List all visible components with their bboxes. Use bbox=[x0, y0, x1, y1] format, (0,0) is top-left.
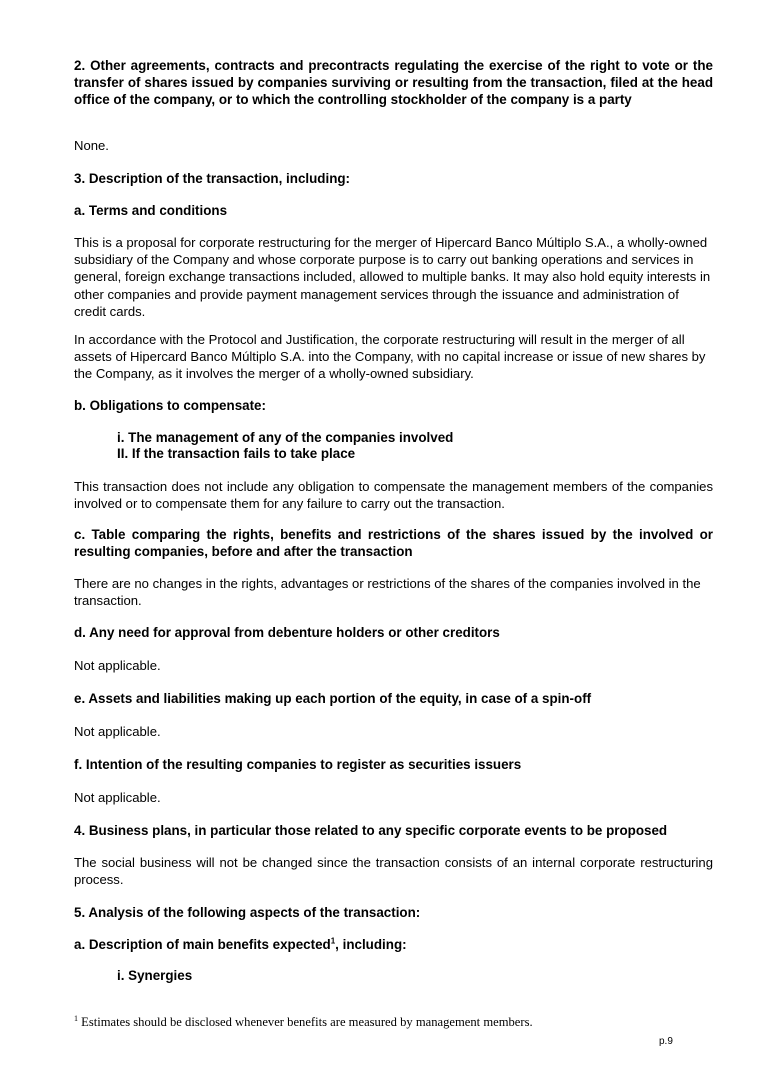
section-2-body: None. bbox=[74, 138, 109, 153]
section-2-heading: 2. Other agreements, contracts and precontracts regulating the exercise of the right to vote or the transfer of shares issued by companies surviving or resulting from the transaction, filed at the head office of the company, or to which the controlling stockholder of the company is a party bbox=[74, 58, 713, 107]
section-4-body: The social business will not be changed since the transaction consists of an internal corporate restructuring process. bbox=[74, 855, 713, 888]
section-3d-heading: d. Any need for approval from debenture holders or other creditors bbox=[74, 625, 500, 640]
section-3b-item-1: i. The management of any of the companies involved bbox=[117, 430, 454, 445]
section-4-heading: 4. Business plans, in particular those related to any specific corporate events to be proposed bbox=[74, 823, 668, 838]
section-5a-heading-text: a. Description of main benefits expected bbox=[74, 937, 331, 952]
section-3a-paragraph-2: In accordance with the Protocol and Justification, the corporate restructuring will result in the merger of all assets of Hipercard Banco Múltiplo S.A. into the Company, with no capital increase or issue of new shares by the Company, as it involves the merger of a wholly-owned subsidiary. bbox=[74, 332, 706, 382]
section-3f-body: Not applicable. bbox=[74, 790, 161, 805]
section-5a-heading-tail: , including: bbox=[335, 937, 407, 952]
section-3d-body: Not applicable. bbox=[74, 658, 161, 673]
section-5a-heading bbox=[74, 936, 713, 953]
section-3-heading: 3. Description of the transaction, including: bbox=[74, 171, 351, 186]
section-5a-item-1: i. Synergies bbox=[117, 968, 193, 983]
section-3c-heading: c. Table comparing the rights, benefits and restrictions of the shares issued by the involved or resulting companies, before and after the transaction bbox=[74, 527, 713, 559]
section-3f-heading: f. Intention of the resulting companies to register as securities issuers bbox=[74, 757, 522, 772]
footnote bbox=[74, 1014, 533, 1030]
section-3e-heading: e. Assets and liabilities making up each portion of the equity, in case of a spin-off bbox=[74, 691, 592, 706]
footnote-text: Estimates should be disclosed whenever benefits are measured by management members. bbox=[78, 1015, 533, 1029]
section-3a-heading: a. Terms and conditions bbox=[74, 203, 228, 218]
footnote-marker: 1 bbox=[74, 1013, 78, 1023]
section-3b-heading: b. Obligations to compensate: bbox=[74, 398, 266, 413]
section-3a-paragraph-1: This is a proposal for corporate restructuring for the merger of Hipercard Banco Múltiplo S.A., a wholly-owned subsidiary of the Company and whose corporate purpose is to carry out banking operations and services in general, foreign exchange transactions included, allowed to multiple banks. It may also hold equity interests in other companies and provide payment management services through the issuance and administration of credit cards. bbox=[74, 235, 711, 319]
section-5-heading: 5. Analysis of the following aspects of the transaction: bbox=[74, 905, 421, 920]
section-3c-body: There are no changes in the rights, advantages or restrictions of the shares of the companies involved in the transaction. bbox=[74, 576, 701, 609]
section-3b-body: This transaction does not include any obligation to compensate the management members of the companies involved or to compensate them for any failure to carry out the transaction. bbox=[74, 479, 713, 512]
page-number: p.9 bbox=[659, 1036, 673, 1047]
footnote-reference: 1 bbox=[330, 936, 336, 946]
section-3e-body: Not applicable. bbox=[74, 724, 161, 739]
section-3b-item-2: II. If the transaction fails to take place bbox=[117, 446, 356, 461]
